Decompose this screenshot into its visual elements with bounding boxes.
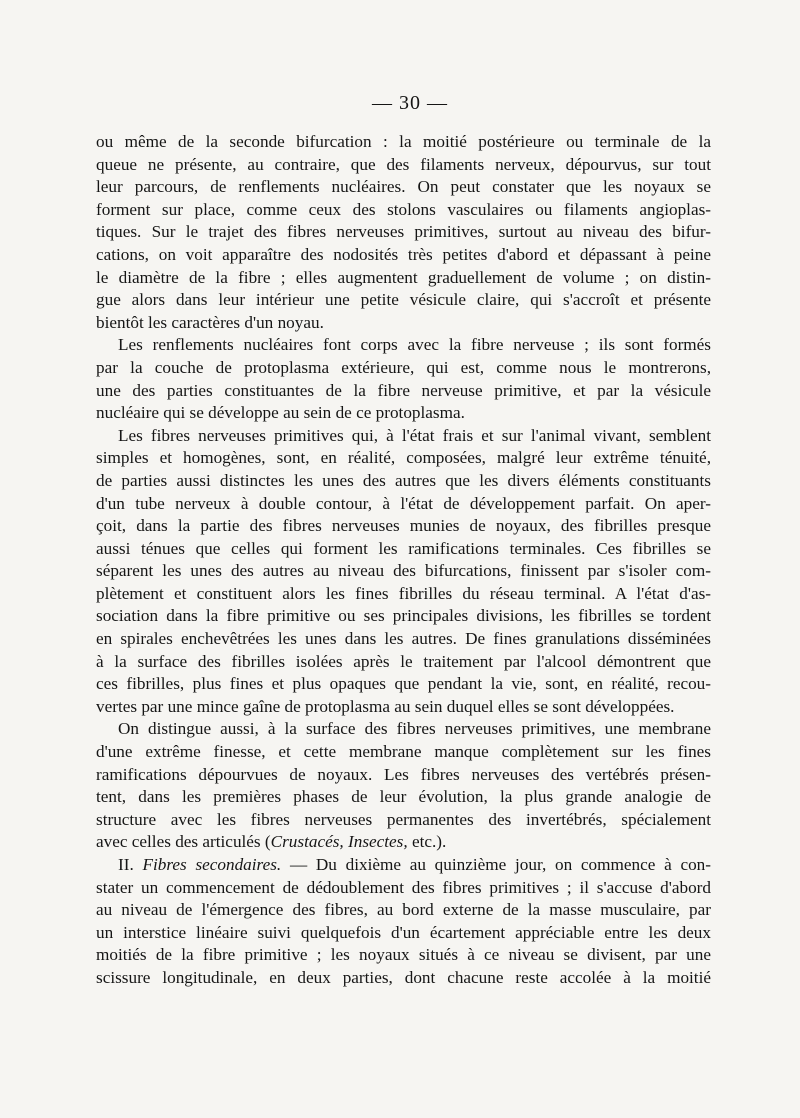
text-line: bientôt les caractères d'un noyau.	[96, 312, 324, 332]
text-line: On distingue aussi, à la surface des fibres nerveuses primitives, une membrane	[118, 719, 711, 739]
text-line: queue ne présente, au contraire, que des filaments nerveux, dépourvus, sur tout	[96, 154, 711, 174]
text-line: un interstice linéaire suivi quelquefois d'un écartement appréciable entre les deux	[96, 922, 711, 942]
text-line: le diamètre de la fibre ; elles augmentent graduellement de volume ; on distin-	[96, 267, 711, 287]
text-line: d'un tube nerveux à double contour, à l'état de développement parfait. On aper-	[96, 493, 711, 513]
text-line: ramifications dépourvues de noyaux. Les fibres nerveuses des vertébrés présen-	[96, 764, 711, 784]
text-line: ou même de la seconde bifurcation : la moitié postérieure ou terminale de la	[96, 132, 711, 151]
text-line: une des parties constituantes de la fibre nerveuse primitive, et par la vésicule	[96, 380, 711, 400]
text-segment: — Du dixième au quinzième jour, on commence à con-	[281, 855, 711, 874]
italic-term: Crustacés, Insectes,	[270, 832, 408, 852]
text-line: à la surface des fibrilles isolées après le traitement par l'alcool démontrent que	[96, 651, 711, 671]
text-line: forment sur place, comme ceux des stolons vasculaires ou filaments angioplas-	[96, 199, 711, 219]
text-line: simples et homogènes, sont, en réalité, composées, malgré leur extrême ténuité,	[96, 448, 711, 468]
text-line: structure avec les fibres nerveuses permanentes des invertébrés, spécialement	[96, 809, 711, 829]
text-line-with-italic	[96, 831, 711, 854]
text-line: aussi ténues que celles qui forment les ramifications terminales. Ces fibrilles se	[96, 538, 711, 558]
text-line: d'une extrême finesse, et cette membrane manque complètement sur les fines	[96, 742, 711, 762]
text-line: séparent les unes des autres au niveau des bifurcations, finissent par s'isoler com-	[96, 561, 711, 581]
text-line: çoit, dans la partie des fibres nerveuses munies de noyaux, des fibrilles presque	[96, 516, 711, 536]
section-number: II.	[118, 855, 143, 874]
text-line: nucléaire qui se développe au sein de ce protoplasma.	[96, 403, 465, 423]
text-segment: avec celles des articulés (	[96, 832, 271, 852]
text-line: ces fibrilles, plus fines et plus opaques que pendant la vie, sont, en réalité, recou-	[96, 674, 711, 694]
text-line: de parties aussi distinctes les unes des autres que les divers éléments constituants	[96, 470, 711, 490]
paragraph-2	[96, 334, 711, 424]
page-number: — 30 —	[372, 92, 448, 114]
text-line: au niveau de l'émergence des fibres, au bord externe de la masse musculaire, par	[96, 900, 711, 920]
text-line: gue alors dans leur intérieur une petite vésicule claire, qui s'accroît et présente	[96, 290, 711, 310]
text-line: sociation dans la fibre primitive ou ses principales divisions, les fibrilles se tordent	[96, 606, 711, 626]
text-line: Les renflements nucléaires font corps avec la fibre nerveuse ; ils sont formés	[118, 335, 711, 355]
text-line: Les fibres nerveuses primitives qui, à l'état frais et sur l'animal vivant, semblent	[118, 425, 711, 445]
paragraph-1	[96, 131, 711, 334]
text-line: tent, dans les premières phases de leur évolution, la plus grande analogie de	[96, 787, 711, 807]
text-line: vertes par une mince gaîne de protoplasma au sein duquel elles se sont développées.	[96, 696, 675, 716]
text-line: cations, on voit apparaître des nodosités très petites d'abord et dépassant à peine	[96, 244, 711, 264]
text-line: moitiés de la fibre primitive ; les noyaux situés à ce niveau se divisent, par une	[96, 945, 711, 965]
paragraph-3	[96, 425, 711, 719]
text-line: scissure longitudinale, en deux parties, dont chacune reste accolée à la moitié	[96, 967, 711, 987]
text-line: par la couche de protoplasma extérieure, qui est, comme nous le montrerons,	[96, 357, 711, 377]
paragraph-5	[96, 854, 711, 990]
text-line: leur parcours, de renflements nucléaires. On peut constater que les noyaux se	[96, 177, 711, 197]
text-line: plètement et constituent alors les fines fibrilles du réseau terminal. A l'état d'as-	[96, 583, 711, 603]
section-heading-line	[96, 854, 711, 877]
text-line: stater un commencement de dédoublement des fibres primitives ; il s'accuse d'abord	[96, 877, 711, 897]
text-line: en spirales enchevêtrées les unes dans les autres. De fines granulations disséminées	[96, 629, 711, 649]
text-segment: etc.).	[407, 832, 447, 852]
body-text	[96, 131, 711, 990]
section-title: Fibres secondaires.	[142, 855, 282, 874]
text-line: tiques. Sur le trajet des fibres nerveuses primitives, surtout au niveau des bifur-	[96, 222, 711, 242]
paragraph-4	[96, 718, 711, 854]
